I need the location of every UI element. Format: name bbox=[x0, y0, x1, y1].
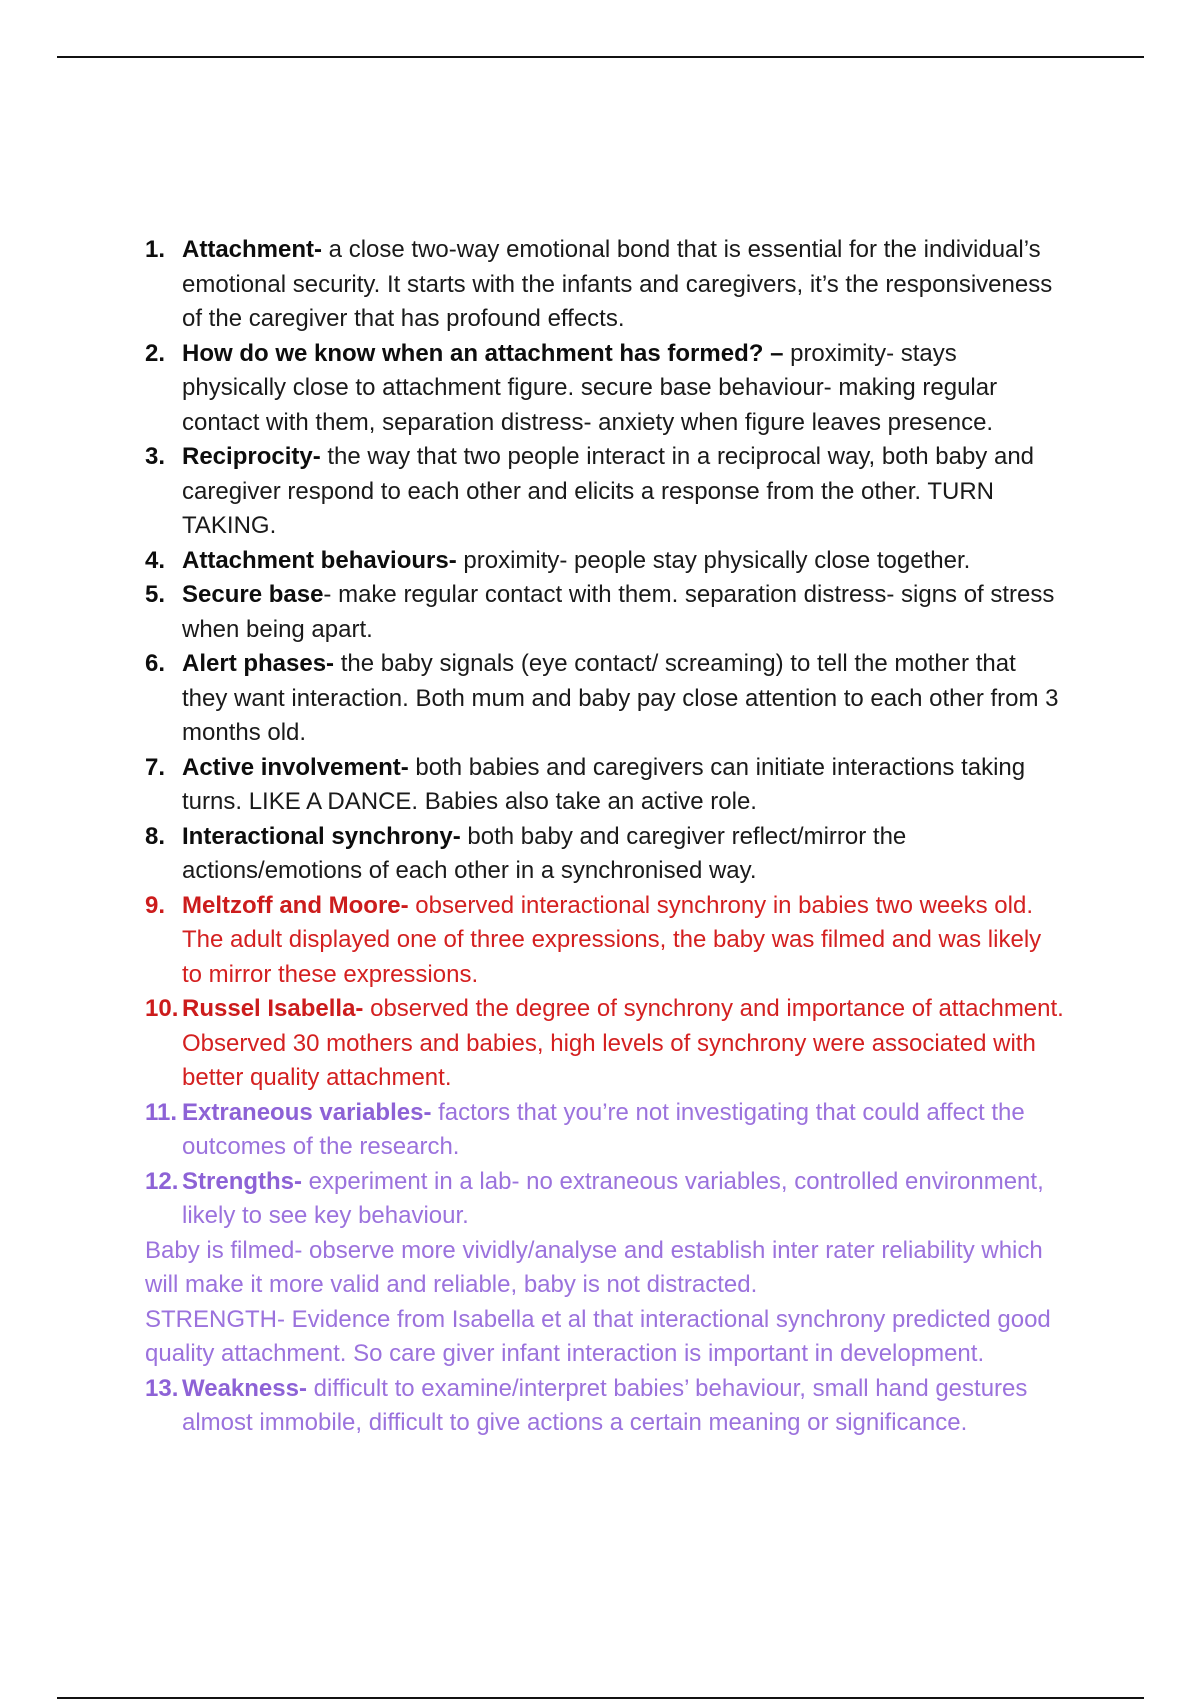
list-item bbox=[145, 992, 1065, 1096]
item-term: Strengths- bbox=[182, 1167, 302, 1195]
item-text: proximity- people stay physically close together. bbox=[456, 546, 971, 574]
item-text: difficult to examine/interpret babies’ behaviour, small hand gestures almost immobile, difficult to give actions a certain meaning or significance. bbox=[182, 1374, 1028, 1436]
item-text: - make regular contact with them. separation distress- signs of stress when being apart. bbox=[182, 581, 1055, 643]
paragraph-baby-filmed: Baby is filmed- observe more vividly/analyse and establish inter rater reliability which will make it more valid and reliable, baby is not distracted. bbox=[145, 1236, 1043, 1298]
item-number: 13. bbox=[145, 1374, 179, 1402]
item-number: 11. bbox=[145, 1098, 178, 1126]
item-text: observed interactional synchrony in babies two weeks old. The adult displayed one of three expressions, the baby was filmed and was likely to mirror these expressions. bbox=[182, 891, 1042, 988]
item-number: 6. bbox=[145, 650, 166, 677]
item-text: both babies and caregivers can initiate interactions taking turns. LIKE A DANCE. Babies also take an active role. bbox=[182, 753, 1026, 815]
item-term: Active involvement- bbox=[182, 753, 409, 781]
list-item bbox=[145, 440, 1065, 544]
list-item bbox=[145, 337, 1065, 441]
item-number: 9. bbox=[145, 891, 166, 919]
item-number: 12. bbox=[145, 1167, 179, 1195]
item-term: Attachment behaviours- bbox=[182, 546, 457, 574]
list-item bbox=[145, 233, 1065, 337]
document-body bbox=[145, 233, 1065, 1441]
item-term: Attachment- bbox=[182, 236, 323, 263]
list-item bbox=[145, 1096, 1065, 1165]
numbered-list bbox=[145, 233, 1065, 1234]
item-text: experiment in a lab- no extraneous variables, controlled environment, likely to see key behaviour. bbox=[182, 1167, 1044, 1229]
list-item bbox=[145, 820, 1065, 889]
item-text: observed the degree of synchrony and importance of attachment. Observed 30 mothers and babies, high levels of synchrony were associated with better quality attachment. bbox=[182, 995, 1064, 1091]
header-rule bbox=[57, 56, 1144, 58]
item-number: 3. bbox=[145, 443, 166, 470]
item-text: both baby and caregiver reflect/mirror the actions/emotions of each other in a synchronised way. bbox=[182, 822, 907, 884]
item-number: 5. bbox=[145, 581, 166, 608]
list-item bbox=[145, 1165, 1065, 1234]
item-text: the baby signals (eye contact/ screaming) to tell the mother that they want interaction. Both mum and baby pay close attention to each other from 3 months old. bbox=[182, 650, 1059, 746]
list-item bbox=[145, 751, 1065, 820]
item-text: a close two-way emotional bond that is essential for the individual’s emotional security. It starts with the infants and caregivers, it’s the responsiveness of the caregiver that has profound effects. bbox=[182, 236, 1053, 332]
item-number: 2. bbox=[145, 339, 166, 367]
item-number: 1. bbox=[145, 236, 166, 263]
paragraph-strength: STRENGTH- Evidence from Isabella et al that interactional synchrony predicted good quality attachment. So care giver infant interaction is important in development. bbox=[145, 1305, 1051, 1367]
item-term: Extraneous variables- bbox=[182, 1098, 432, 1126]
list-item bbox=[145, 578, 1065, 647]
numbered-list-continued bbox=[145, 1372, 1065, 1441]
item-number: 4. bbox=[145, 546, 166, 574]
footer-rule bbox=[57, 1697, 1144, 1699]
list-item bbox=[145, 1372, 1065, 1441]
item-text: the way that two people interact in a reciprocal way, both baby and caregiver respond to each other and elicits a response from the other. TURN TAKING. bbox=[182, 443, 1035, 539]
item-term: Meltzoff and Moore- bbox=[182, 891, 409, 919]
item-term: Alert phases- bbox=[182, 650, 335, 677]
item-number: 8. bbox=[145, 822, 166, 850]
list-item bbox=[145, 647, 1065, 751]
item-term: Russel Isabella- bbox=[182, 995, 364, 1022]
list-item bbox=[145, 544, 1065, 579]
item-term: Reciprocity- bbox=[182, 443, 321, 470]
item-term: Secure base bbox=[182, 581, 324, 608]
item-number: 10. bbox=[145, 995, 179, 1022]
item-text: factors that you’re not investigating that could affect the outcomes of the research. bbox=[182, 1098, 1025, 1160]
list-item bbox=[145, 889, 1065, 993]
item-term: Weakness- bbox=[182, 1374, 307, 1402]
item-text: proximity- stays physically close to attachment figure. secure base behaviour- making regular contact with them, separation distress- anxiety when figure leaves presence. bbox=[182, 339, 998, 436]
item-term: How do we know when an attachment has formed? – bbox=[182, 339, 784, 367]
item-term: Interactional synchrony- bbox=[182, 822, 461, 850]
item-number: 7. bbox=[145, 753, 166, 781]
